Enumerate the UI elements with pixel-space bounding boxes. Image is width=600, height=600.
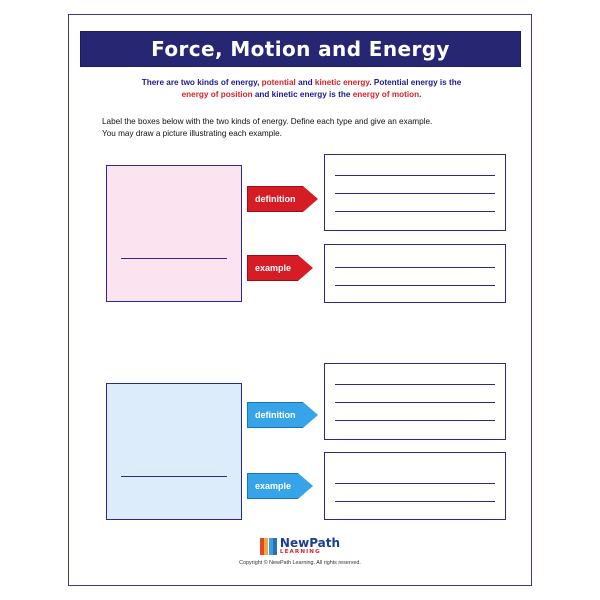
arrow-label: example (247, 473, 298, 499)
intro-energy-of-motion: energy of motion (352, 89, 420, 99)
page-title: Force, Motion and Energy (151, 37, 450, 61)
worksheet-title-bar (80, 31, 521, 67)
label-box-kinetic[interactable] (106, 383, 242, 520)
arrow-head-icon (298, 473, 313, 499)
instructions-line-1: Label the boxes below with the two kinds of energy. Define each type and give an example. (102, 117, 433, 126)
logo-learning-text: LEARNING (279, 549, 321, 555)
answer-box-kinetic-example[interactable] (324, 452, 506, 520)
arrow-definition-potential (247, 186, 318, 212)
intro-potential: potential (261, 78, 296, 87)
write-line (335, 175, 495, 176)
intro-kinetic: kinetic energy (314, 78, 370, 87)
write-line (335, 211, 495, 212)
intro-text-5: . (419, 89, 422, 99)
copyright-notice: Copyright © NewPath Learning. All rights reserved. (239, 560, 361, 566)
arrow-label: definition (247, 186, 303, 212)
newpath-book-icon (260, 538, 277, 555)
write-line (335, 501, 495, 502)
arrow-example-potential (247, 255, 313, 281)
answer-box-kinetic-definition[interactable] (324, 363, 506, 440)
logo-path-text: Path (309, 536, 341, 550)
page-border (68, 14, 532, 586)
intro-text-1: There are two kinds of energy, (141, 78, 262, 87)
arrow-definition-kinetic (247, 402, 318, 428)
answer-box-potential-example[interactable] (324, 244, 506, 303)
logo-row (260, 537, 340, 556)
intro-energy-of-position: energy of position (181, 89, 253, 99)
write-line (335, 267, 495, 268)
write-line (335, 402, 495, 403)
write-line (335, 420, 495, 421)
write-line (335, 193, 495, 194)
arrow-label: example (247, 255, 298, 281)
label-write-line (121, 476, 227, 477)
intro-text-3: . Potential energy is the (369, 78, 462, 87)
label-write-line (121, 258, 227, 259)
intro-text-2: and (295, 78, 315, 87)
arrow-head-icon (298, 255, 313, 281)
write-line (335, 285, 495, 286)
write-line (335, 483, 495, 484)
logo-wordmark (280, 537, 340, 556)
arrow-head-icon (303, 186, 318, 212)
answer-box-potential-definition[interactable] (324, 154, 506, 231)
arrow-label: definition (247, 402, 303, 428)
newpath-logo (69, 537, 531, 560)
instructions-line-2: You may draw a picture illustrating each example. (102, 129, 282, 139)
label-box-potential[interactable] (106, 165, 242, 302)
arrow-example-kinetic (247, 473, 313, 499)
arrow-head-icon (303, 402, 318, 428)
intro-text-4: and kinetic energy is the (252, 89, 353, 99)
intro-paragraph (109, 77, 494, 101)
logo-new-text: New (279, 536, 310, 550)
write-line (335, 384, 495, 385)
instructions (102, 116, 522, 141)
